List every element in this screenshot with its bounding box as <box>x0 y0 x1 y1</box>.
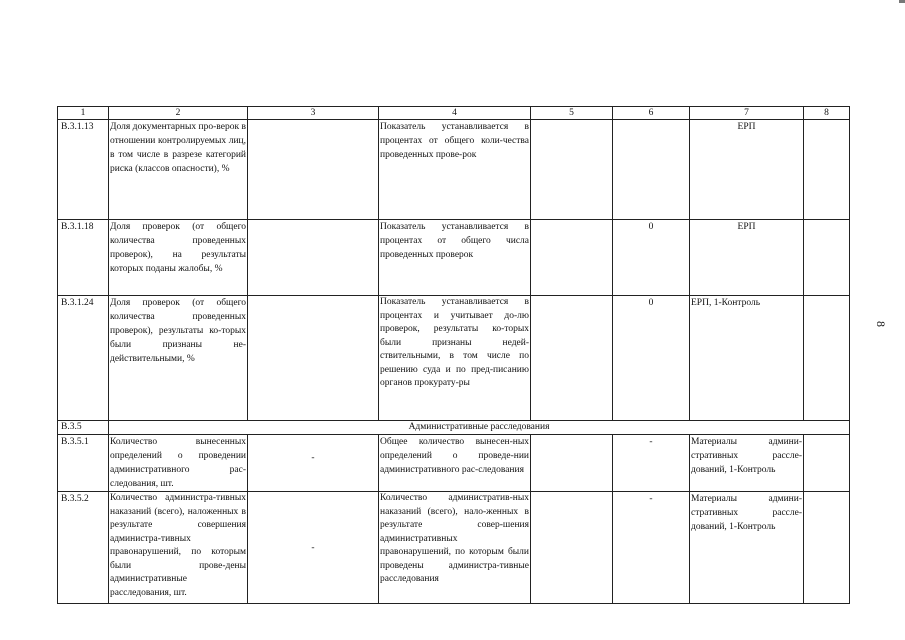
indicator-source: ЕРП, 1-Контроль <box>690 296 804 421</box>
col-header-5: 5 <box>531 107 613 120</box>
indicator-method: Показатель устанавливается в процентах и учитывает до-лю проверок, результаты ко-торых были признаны недей-ствительными, в том числе по решению суда и по пред-писанию органов прокурату-ры <box>379 296 531 421</box>
indicator-name: Количество администра-тивных наказаний (всего), наложенных в результате совершения администра-тивных правонарушений, по которым были прове-дены административные расследования, шт. <box>109 492 248 604</box>
indicators-table <box>57 106 850 604</box>
indicator-col6: - <box>613 492 690 604</box>
col-header-7: 7 <box>690 107 804 120</box>
table-row <box>58 220 850 296</box>
indicator-code: В.3.5.2 <box>58 492 109 604</box>
col-header-8: 8 <box>804 107 850 120</box>
indicator-col5 <box>531 435 613 492</box>
indicator-col3 <box>248 220 379 296</box>
indicator-col8 <box>804 220 850 296</box>
indicator-code: В.3.1.18 <box>58 220 109 296</box>
col-header-4: 4 <box>379 107 531 120</box>
indicator-name: Доля проверок (от общего количества проведенных проверок), на результаты которых поданы жалобы, % <box>109 220 248 296</box>
indicator-code: В.3.1.24 <box>58 296 109 421</box>
indicator-source: ЕРП <box>690 120 804 220</box>
indicator-col5 <box>531 296 613 421</box>
indicator-source: ЕРП <box>690 220 804 296</box>
table-row <box>58 492 850 604</box>
indicator-col5 <box>531 492 613 604</box>
indicator-col6: - <box>613 435 690 492</box>
indicator-method: Общее количество вынесен-ных определений о проведе-нии административного рас-следования <box>379 435 531 492</box>
indicator-method: Показатель устанавливается в процентах от общего числа проведенных проверок <box>379 220 531 296</box>
indicator-method: Количество административ-ных наказаний (всего), нало-женных в результате совер-шения административных правонарушений, по которым были проведены администра-тивные расследования <box>379 492 531 604</box>
section-title: Административные расследования <box>109 421 850 435</box>
section-row <box>58 421 850 435</box>
section-code: В.3.5 <box>58 421 109 435</box>
table-row <box>58 120 850 220</box>
col-header-2: 2 <box>109 107 248 120</box>
table-row <box>58 296 850 421</box>
indicator-col8 <box>804 296 850 421</box>
indicator-method: Показатель устанавливается в процентах от общего коли-чества проведенных прове-рок <box>379 120 531 220</box>
col-header-3: 3 <box>248 107 379 120</box>
indicator-col3 <box>248 296 379 421</box>
indicator-col8 <box>804 435 850 492</box>
indicator-col6 <box>613 120 690 220</box>
indicator-col6: 0 <box>613 296 690 421</box>
indicator-col5 <box>531 220 613 296</box>
scan-corner-mark <box>899 0 905 3</box>
indicator-col8 <box>804 120 850 220</box>
indicator-col3: - <box>248 435 379 492</box>
indicator-name: Количество вынесенных определений о проведении административного рас-следования, шт. <box>109 435 248 492</box>
page-number: 8 <box>874 321 888 327</box>
indicator-col5 <box>531 120 613 220</box>
indicator-source: Материалы админи-стративных рассле-дований, 1-Контроль <box>690 435 804 492</box>
col-header-1: 1 <box>58 107 109 120</box>
indicator-source: Материалы админи-стративных рассле-дований, 1-Контроль <box>690 492 804 604</box>
indicator-code: В.3.1.13 <box>58 120 109 220</box>
indicator-col8 <box>804 492 850 604</box>
indicator-name: Доля проверок (от общего количества проведенных проверок), результаты ко-торых были признаны не-действительными, % <box>109 296 248 421</box>
indicator-col3 <box>248 120 379 220</box>
table-row <box>58 435 850 492</box>
col-header-6: 6 <box>613 107 690 120</box>
header-row <box>58 107 850 120</box>
indicator-code: В.3.5.1 <box>58 435 109 492</box>
indicator-col6: 0 <box>613 220 690 296</box>
indicator-col3: - <box>248 492 379 604</box>
indicator-name: Доля документарных про-верок в отношении контролируемых лиц, в том числе в разрезе категорий риска (классов опасности), % <box>109 120 248 220</box>
